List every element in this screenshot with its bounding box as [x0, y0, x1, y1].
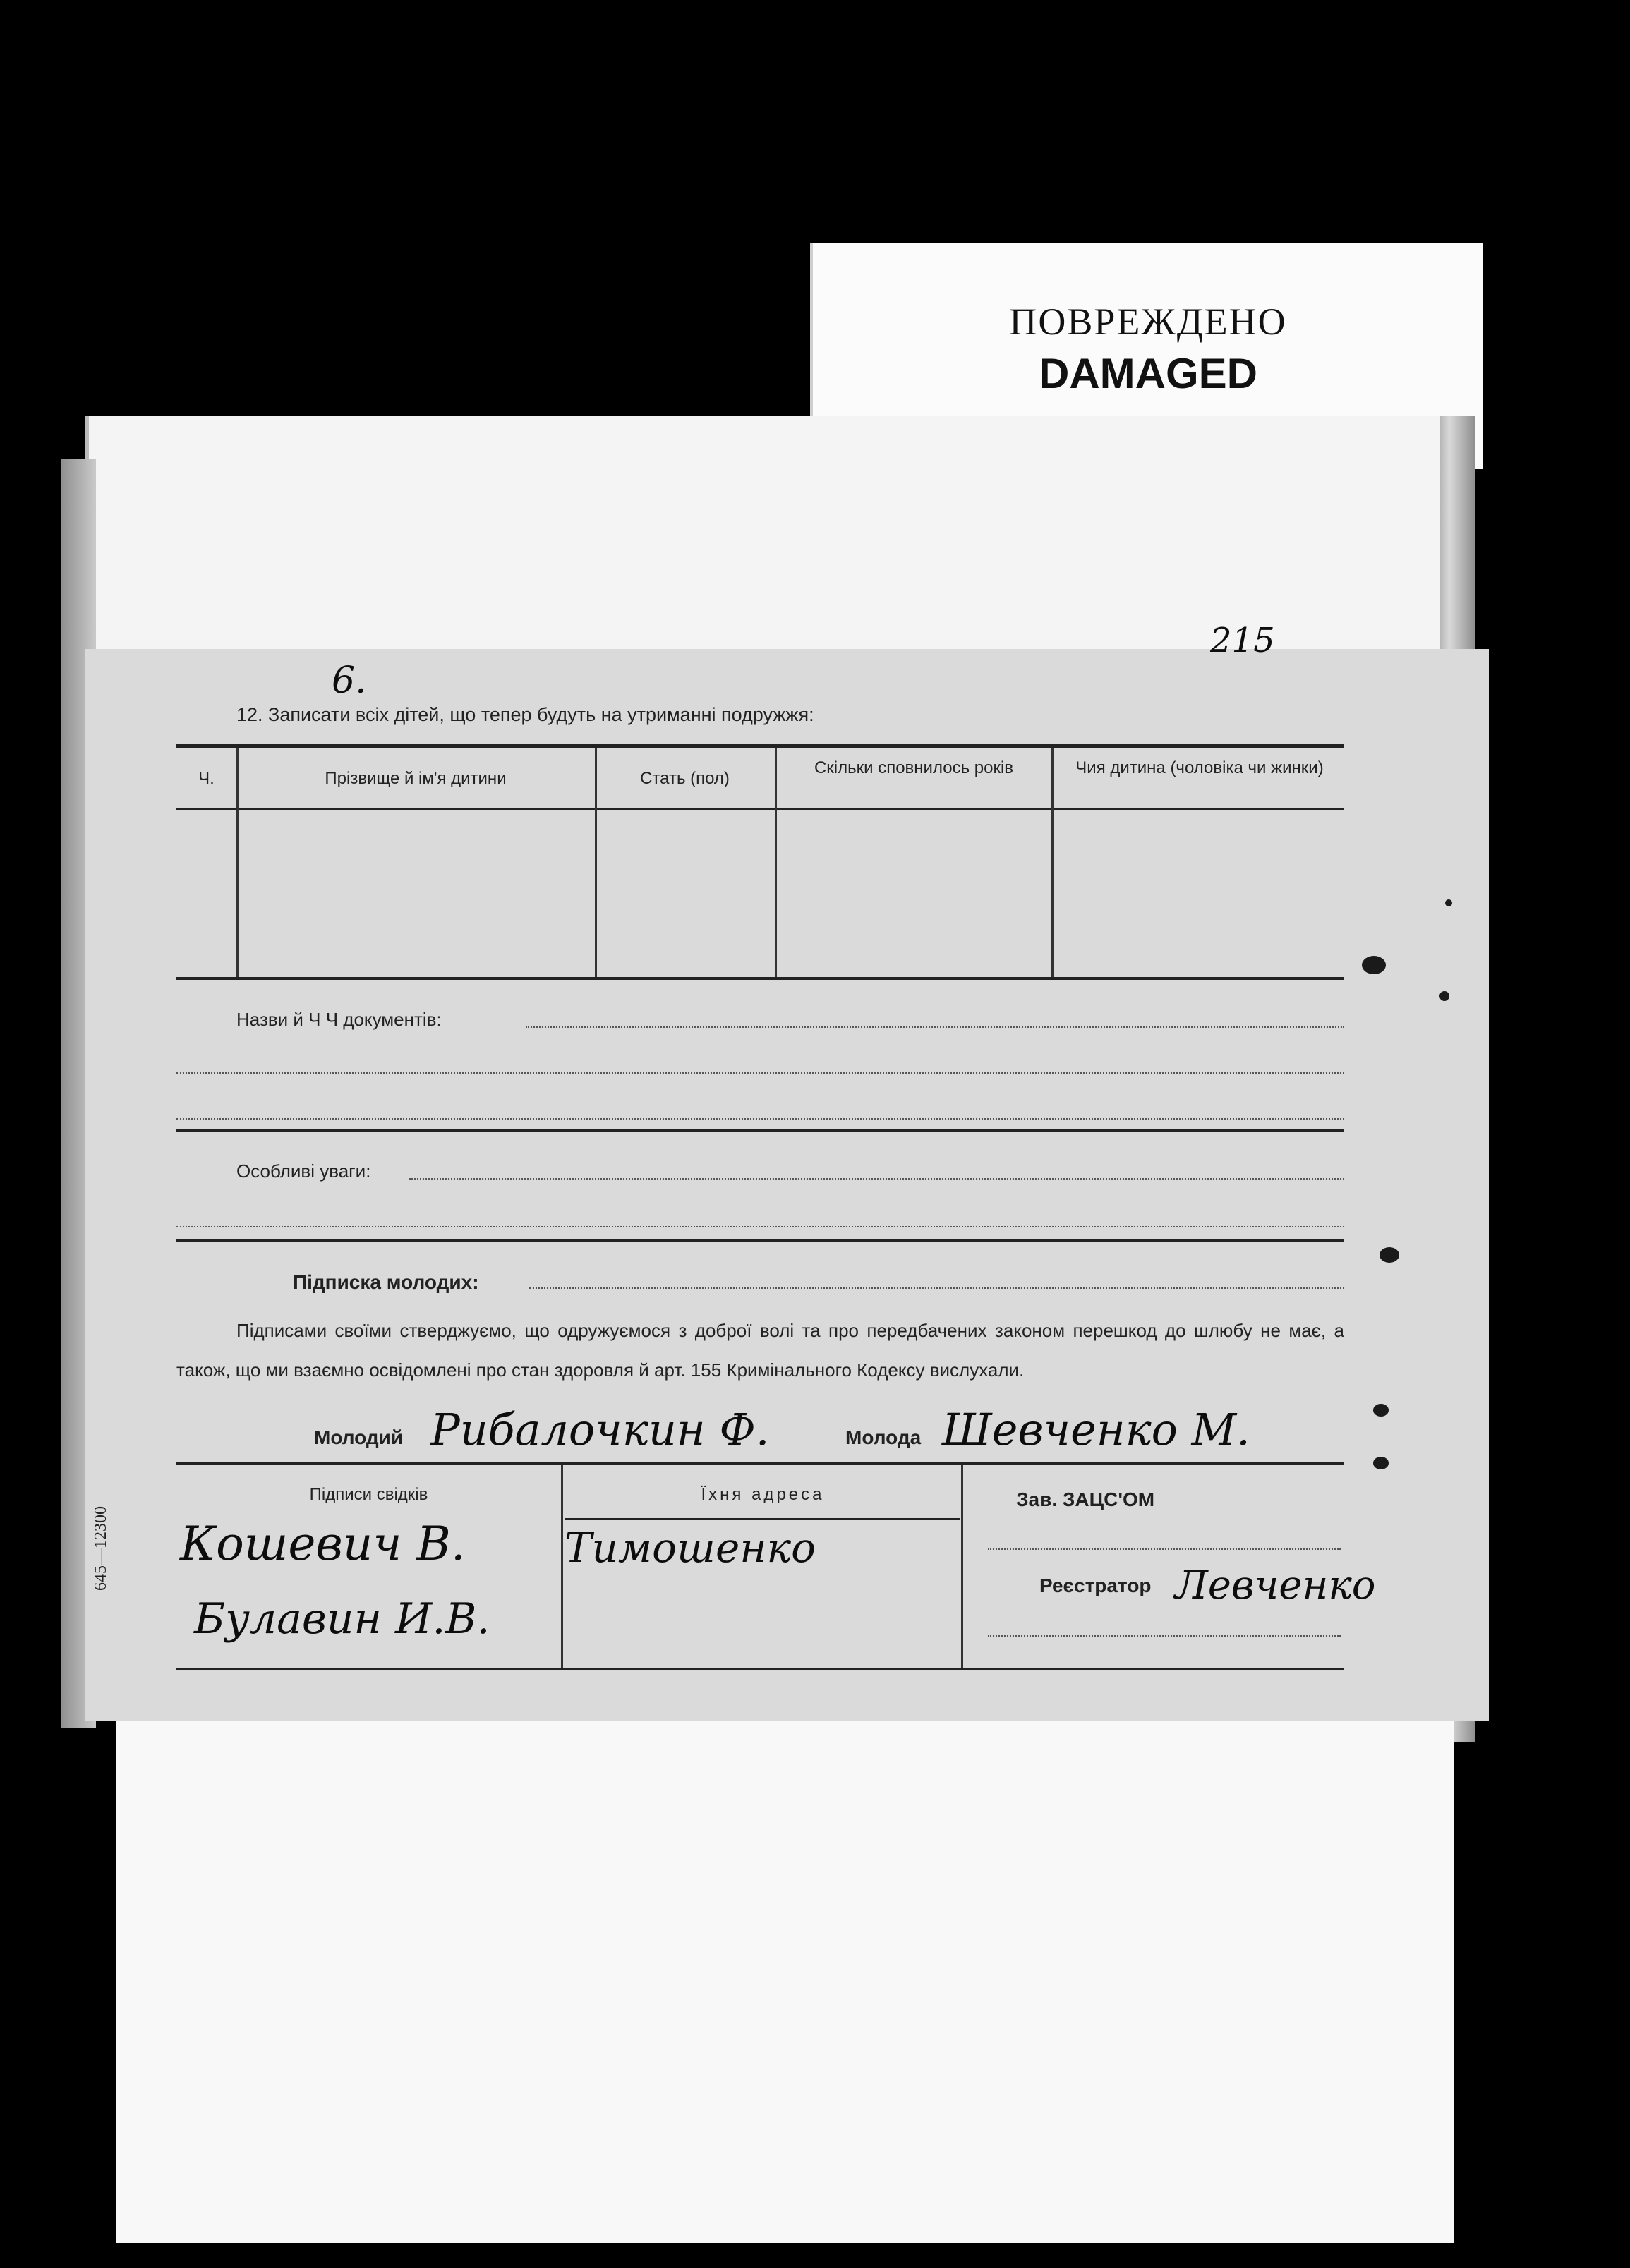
table-col-divider [775, 748, 777, 977]
signatures-top-rule [176, 1462, 1344, 1465]
damaged-label-ru: ПОВРЕЖДЕНО [1009, 301, 1287, 343]
punch-hole-mark [1362, 956, 1386, 974]
groom-label: Молодий [314, 1426, 404, 1448]
newlyweds-line [529, 1287, 1344, 1289]
section12-title: 12. Записати всіх дітей, що тепер будуть на утриманні подружжя: [236, 704, 814, 725]
head-of-registry-line [988, 1548, 1341, 1550]
punch-hole-mark [1380, 1247, 1399, 1263]
address-value: Тимошенко [565, 1524, 816, 1572]
header-handwritten-mark: 6. [332, 660, 367, 702]
bride-label: Молода [845, 1426, 922, 1448]
documents-line [526, 1026, 1344, 1028]
punch-hole-mark [1445, 899, 1452, 906]
newlyweds-statement: Підписами своїми стверджуємо, що одружуємося з доброї волі та про передбачених законом перешкод до шлюбу не має, а також, що ми взаємно освідомлені про стан здоровля й арт. 155 Кримінального Кодексу вислухали. [176, 1320, 1344, 1381]
witnesses-header: Підписи свідків [309, 1485, 428, 1504]
signatures-col-divider [961, 1465, 963, 1670]
registrar-line [988, 1635, 1341, 1637]
damaged-label-en: DAMAGED [1039, 350, 1257, 397]
newlyweds-heading: Підписка молодих: [293, 1271, 479, 1293]
column-header-age: Скільки сповнилось років [814, 758, 1014, 777]
groom-signature: Рибалочкин Ф. [430, 1404, 770, 1455]
column-header-child-name: Прізвище й ім'я дитини [325, 769, 507, 788]
address-header-rule [565, 1518, 960, 1520]
documents-line [176, 1072, 1344, 1074]
documents-line [176, 1118, 1344, 1120]
punch-hole-mark [1439, 991, 1449, 1001]
witness-signature: Кошевич В. [180, 1517, 466, 1571]
signatures-col-divider [561, 1465, 563, 1670]
remarks-line [409, 1178, 1344, 1180]
table-bottom-rule [176, 977, 1344, 980]
bride-signature: Шевченко М. [942, 1404, 1250, 1455]
section-rule [176, 1129, 1344, 1132]
top-handwritten-note: 215 [1210, 621, 1275, 660]
documents-label: Назви й Ч Ч документів: [236, 1009, 442, 1030]
bottom-sheet [116, 1707, 1454, 2243]
column-header-number: Ч. [198, 769, 215, 788]
signatures-bottom-rule [176, 1668, 1344, 1670]
section-rule [176, 1239, 1344, 1242]
punch-hole-mark [1373, 1404, 1389, 1417]
column-header-whose-child: Чия дитина (чоловіка чи жинки) [1075, 758, 1324, 777]
remarks-line [176, 1226, 1344, 1227]
table-header-rule [176, 808, 1344, 810]
witness-signature: Булавин И.В. [194, 1594, 490, 1644]
table-top-rule [176, 744, 1344, 748]
registrar-signature: Левченко [1175, 1563, 1376, 1608]
head-of-registry-label: Зав. ЗАЦС'ОМ [1016, 1488, 1155, 1510]
registrar-label: Реєстратор [1039, 1575, 1152, 1596]
column-header-sex: Стать (пол) [640, 769, 730, 788]
table-col-divider [1051, 748, 1054, 977]
address-header: Їхня адреса [701, 1485, 825, 1504]
remarks-label: Особливі уваги: [236, 1160, 371, 1182]
punch-hole-mark [1373, 1457, 1389, 1469]
print-code: 645—12300 [92, 1506, 110, 1591]
